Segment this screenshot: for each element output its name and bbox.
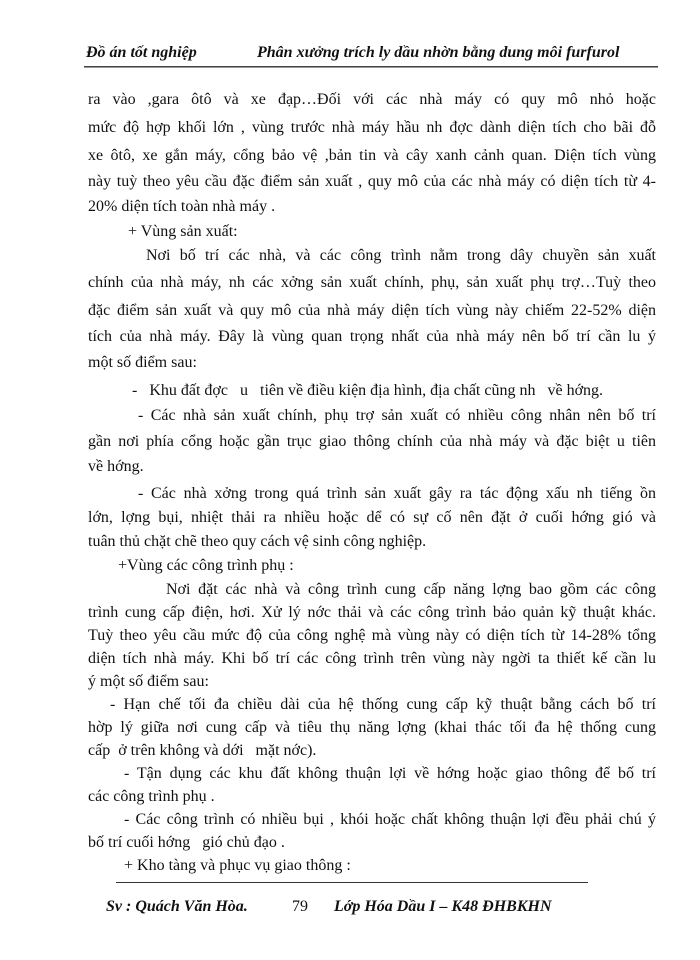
footer-class: Lớp Hóa Dầu I – K48 ĐHBKHN — [334, 898, 552, 915]
text-line: bố trí cuối hớng gió chủ đạo . — [88, 834, 285, 851]
text-line: - Tận dụng các khu đất không thuận lợi về hớng hoặc giao thông để bố trí — [124, 765, 656, 782]
text-line: +Vùng các công trình phụ : — [118, 557, 294, 574]
header-title-right: Phân xưởng trích ly dầu nhờn bằng dung môi furfurol — [257, 44, 620, 61]
text-line: ra vào ,gara ôtô và xe đạp…Đối với các nhà máy có quy mô nhỏ hoặc — [88, 91, 656, 108]
text-line: - Các nhà xởng trong quá trình sản xuất gây ra tác động xấu nh tiếng ồn — [138, 485, 656, 502]
text-line: tích của nhà máy. Đây là vùng quan trọng nhất của nhà máy nên bố trí cần lu ý — [88, 328, 656, 345]
text-line: gần nơi phía cổng hoặc gần trục giao thông chính của nhà máy và đặc biệt u tiên — [88, 433, 656, 450]
page-number: 79 — [292, 898, 308, 915]
text-line: cấp ở trên không và dới mặt nớc). — [88, 742, 317, 759]
text-line: ý một số điểm sau: — [88, 673, 209, 690]
text-line: này tuỳ theo yêu cầu đặc điểm sản xuất , quy mô của các nhà máy có diện tích từ 4- — [88, 173, 656, 190]
header-title-left: Đồ án tốt nghiệp — [86, 44, 197, 61]
text-line: đặc điểm sản xuất và quy mô của nhà máy diện tích vùng này chiếm 22-52% diện — [88, 302, 656, 319]
text-line: Tuỳ theo yêu cầu mức độ của công nghệ mà vùng này có diện tích từ 14-28% tổng — [88, 627, 656, 644]
footer-student: Sv : Quách Văn Hòa. — [106, 898, 248, 915]
text-line: + Kho tàng và phục vụ giao thông : — [124, 857, 351, 874]
text-line: + Vùng sản xuất: — [128, 223, 238, 240]
header-divider — [84, 66, 658, 68]
text-line: về hớng. — [88, 458, 144, 475]
text-line: 20% diện tích toàn nhà máy . — [88, 198, 276, 215]
text-line: - Các công trình có nhiều bụi , khói hoặc chất không thuận lợi đều phải chú ý — [124, 811, 656, 828]
text-line: mức độ hợp khối lớn , vùng trước nhà máy hầu nh đợc dành diện tích cho bãi đỗ — [88, 119, 656, 136]
text-line: diện tích nhà máy. Khi bố trí các công trình trên vùng này ngời ta thiết kế cần lu — [88, 650, 656, 667]
text-line: Nơi đặt các nhà và công trình cung cấp năng lợng bao gồm các công — [166, 581, 656, 598]
text-line: các công trình phụ . — [88, 788, 215, 805]
text-line: Nơi bố trí các nhà, và các công trình nằm trong dây chuyền sản xuất — [146, 247, 656, 264]
text-line: - Các nhà sản xuất chính, phụ trợ sản xuất có nhiều công nhân nên bố trí — [138, 407, 656, 424]
footer-divider — [116, 882, 588, 883]
text-line: - Khu đất đợc u tiên về điều kiện địa hình, địa chất cũng nh về hớng. — [132, 382, 604, 399]
text-line: lớn, lợng bụi, nhiệt thải ra nhiều hoặc dể có sự cố nên đặt ở cuối hớng gió và — [88, 509, 656, 526]
text-line: - Hạn chế tối đa chiều dài của hệ thống cung cấp kỹ thuật bằng cách bố trí — [110, 696, 656, 713]
text-line: xe ôtô, xe gắn máy, cổng bảo vệ ,bản tin và cây xanh cảnh quan. Diện tích vùng — [88, 147, 656, 164]
text-line: trình cung cấp điện, hơi. Xử lý nớc thải và các công trình bảo quản kỹ thuật khác. — [88, 604, 656, 621]
text-line: tuân thủ chặt chẽ theo quy cách vệ sinh công nghiệp. — [88, 533, 427, 550]
text-line: chính của nhà máy, nh các xởng sản xuất chính, phụ, sản xuất phụ trợ…Tuỳ theo — [88, 274, 656, 291]
text-line: hờp lý giữa nơi cung cấp và tiêu thụ năng lợng (khai thác tối đa hệ thống cung — [88, 719, 656, 736]
text-line: một số điểm sau: — [88, 354, 197, 371]
